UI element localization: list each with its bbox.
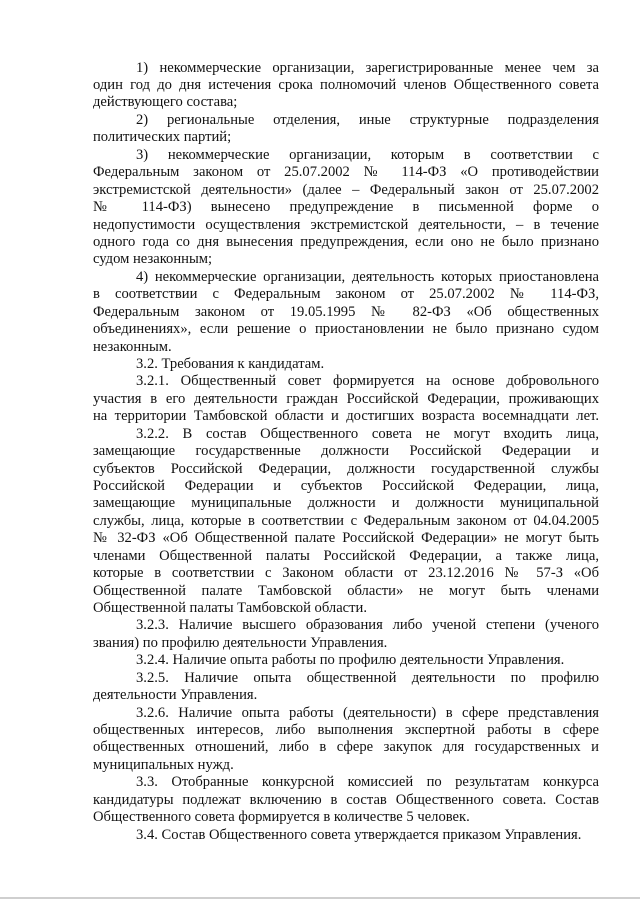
- text-line: 3.2.3. Наличие высшего образования либо ученой степени (ученого: [136, 617, 599, 633]
- text-line: Федеральным законом от 25.07.2002 № 114-ФЗ «О противодействии: [93, 164, 599, 180]
- text-line: судом незаконным;: [93, 251, 213, 267]
- text-line: незаконным.: [93, 339, 172, 355]
- text-line: замещающие муниципальные должности и должности муниципальной: [93, 495, 599, 511]
- text-line: 3.2.6. Наличие опыта работы (деятельности) в сфере представления: [136, 705, 599, 721]
- text-line: 3.2.5. Наличие опыта общественной деятельности по профилю: [136, 670, 599, 686]
- text-line: 3.3. Отобранные конкурсной комиссией по результатам конкурса: [136, 774, 599, 790]
- text-line: Федеральным законом от 19.05.1995 № 82-ФЗ «Об общественных: [93, 304, 599, 320]
- text-line: недопустимости осуществления экстремистской деятельности, – в течение: [93, 217, 599, 233]
- text-line: один год до дня истечения срока полномочий членов Общественного совета: [93, 77, 599, 93]
- text-line: замещающие государственные должности Российской Федерации и: [93, 443, 599, 459]
- text-line: службы, лица, которые в соответствии с Федеральным законом от 04.04.2005: [93, 513, 599, 529]
- text-line: кандидатуры подлежат включению в состав Общественного совета. Состав: [93, 792, 599, 808]
- text-line: деятельности Управления.: [93, 687, 258, 703]
- text-line: которые в соответствии с Законом области от 23.12.2016 № 57-З «Об: [93, 565, 599, 581]
- text-line: в соответствии с Федеральным законом от 25.07.2002 № 114-ФЗ,: [93, 286, 599, 302]
- text-line: 3.2.4. Наличие опыта работы по профилю деятельности Управления.: [136, 652, 565, 668]
- text-line: членами Общественной палаты Российской Федерации, а также лица,: [93, 548, 599, 564]
- text-line: на территории Тамбовской области и достигших возраста восемнадцати лет.: [93, 408, 599, 424]
- page-bottom-edge: [0, 897, 640, 899]
- section-heading: 3.2. Требования к кандидатам.: [136, 356, 325, 372]
- text-line: политических партий;: [93, 129, 232, 145]
- text-line: 1) некоммерческие организации, зарегистрированные менее чем за: [136, 60, 599, 76]
- text-line: общественных интересов, либо выполнения экспертной работы в сфере: [93, 722, 599, 738]
- text-line: звания) по профилю деятельности Управления.: [93, 635, 388, 651]
- text-line: действующего состава;: [93, 94, 238, 110]
- text-line: объединениях», если решение о приостановлении не было признано судом: [93, 321, 599, 337]
- text-line: муниципальных нужд.: [93, 757, 234, 773]
- text-line: 3.2.2. В состав Общественного совета не могут входить лица,: [136, 426, 599, 442]
- text-line: Общественной палаты Тамбовской области.: [93, 600, 367, 616]
- text-line: Общественной палате Тамбовской области» не могут быть членами: [93, 583, 599, 599]
- text-line: одного года со дня вынесения предупреждения, если оно не было признано: [93, 234, 599, 250]
- text-line: № 32-ФЗ «Об Общественной палате Российской Федерации» не могут быть: [93, 530, 599, 546]
- text-line: экстремистской деятельности» (далее – Федеральный закон от 25.07.2002: [93, 182, 599, 198]
- text-line: Российской Федерации и субъектов Российской Федерации, лица,: [93, 478, 599, 494]
- text-line: участия в его деятельности граждан Российской Федерации, проживающих: [93, 391, 599, 407]
- text-line: 4) некоммерческие организации, деятельность которых приостановлена: [136, 269, 599, 285]
- text-line: субъектов Российской Федерации, должности государственной службы: [93, 461, 599, 477]
- text-line: общественных отношений, либо в сфере закупок для государственных и: [93, 739, 599, 755]
- text-line: 3.4. Состав Общественного совета утверждается приказом Управления.: [136, 827, 582, 843]
- text-line: 3.2.1. Общественный совет формируется на основе добровольного: [136, 373, 599, 389]
- text-line: 2) региональные отделения, иные структурные подразделения: [136, 112, 599, 128]
- text-line: 3) некоммерческие организации, которым в соответствии с: [136, 147, 599, 163]
- text-line: Общественного совета формируется в количестве 5 человек.: [93, 809, 470, 825]
- text-line: № 114-ФЗ) вынесено предупреждение в письменной форме о: [93, 199, 599, 215]
